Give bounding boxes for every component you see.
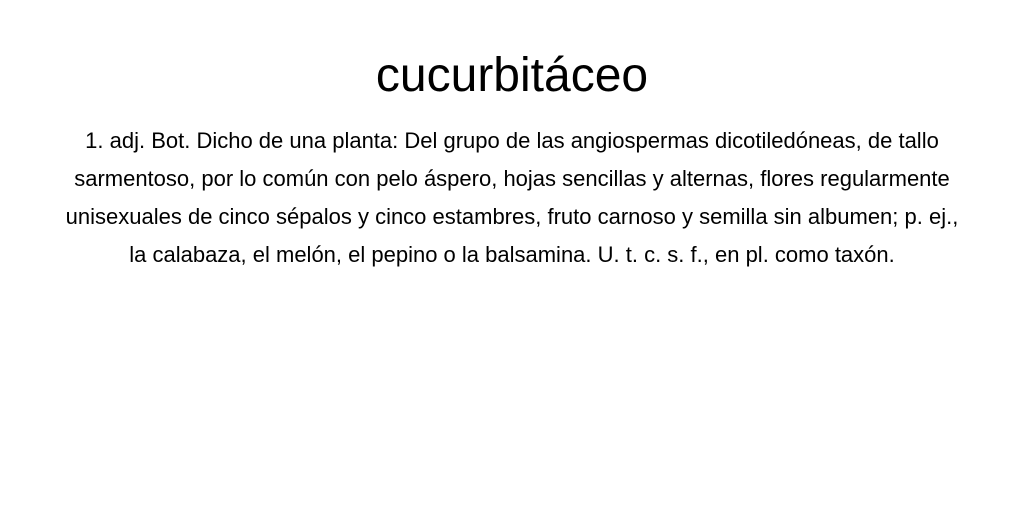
definition-text: 1. adj. Bot. Dicho de una planta: Del grupo de las angiospermas dicotiledóneas, de tallo sarmentoso, por lo común con pelo áspero, hojas sencillas y alternas, flores regularmente unisexuales de cinco sépalos y cinco estambres, fruto carnoso y semilla sin albumen; p. ej., la calabaza, el melón, el pepino o la balsamina. U. t. c. s. f., en pl. como taxón. (65, 128, 959, 267)
headword: cucurbitáceo (375, 49, 649, 102)
